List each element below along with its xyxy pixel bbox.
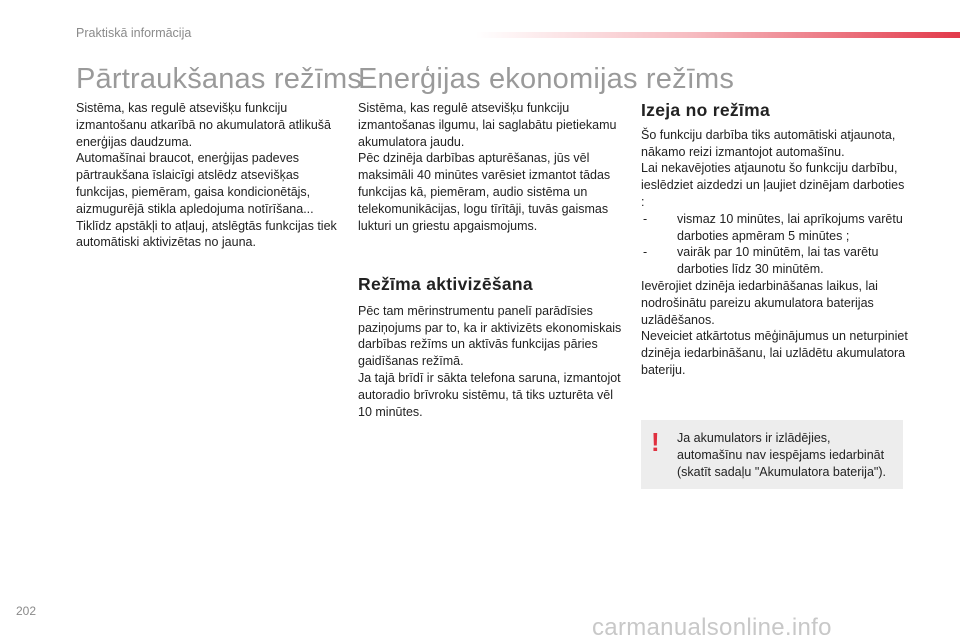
header-accent-bar xyxy=(476,32,960,38)
right-title: Enerģijas ekonomijas režīms xyxy=(358,63,735,95)
paragraph: Sistēma, kas regulē atsevišķu funkciju izmantošanu atkarībā no akumulatorā atlikušā enerģijas daudzuma. xyxy=(76,101,332,149)
paragraph: Lai nekavējoties atjaunotu šo funkciju darbību, ieslēdziet aizdedzi un ļaujiet dzinējam darboties : xyxy=(641,161,905,209)
activation-section xyxy=(358,276,626,420)
watermark: carmanualsonline.info xyxy=(592,614,832,641)
left-title: Pārtraukšanas režīms xyxy=(76,63,363,95)
paragraph: Pēc tam mērinstrumentu panelī parādīsies paziņojums par to, ka ir aktivizēts ekonomiskais darbības režīms un aktīvās funkcijas pāries gaidīšanas režīmā. xyxy=(358,303,622,369)
page-number: 202 xyxy=(16,604,37,618)
left-column xyxy=(76,100,346,251)
middle-column xyxy=(358,100,626,234)
exclamation-icon: ! xyxy=(651,427,660,457)
paragraph: Šo funkciju darbība tiks automātiski atjaunota, nākamo reizi izmantojot automašīnu. xyxy=(641,127,896,159)
paragraph: Pēc dzinēja darbības apturēšanas, jūs vēl maksimāli 40 minūtes varēsiet izmantot tādas funkcijas kā, piemēram, audio sistēma un telekomunikācijas, logu tīrītāji, tuvās gaismas lukturi un griestu apgaismojums. xyxy=(358,151,611,233)
paragraph: Tiklīdz apstākļi to atļauj, atslēgtās funkcijas tiek automātiski aktivizētas no jauna. xyxy=(76,218,337,250)
warning-note-text: Ja akumulators ir izlādējies, automašīnu nav iespējams iedarbināt (skatīt sadaļu "Akumulatora baterija"). xyxy=(677,431,886,479)
paragraph: Ievērojiet dzinēja iedarbināšanas laikus, lai nodrošinātu pareizu akumulatora baterijas uzlādēšanos. xyxy=(641,278,878,327)
list-item: - vairāk par 10 minūtēm, lai tas varētu darboties līdz 30 minūtēm. xyxy=(641,244,909,278)
paragraph: Ja tajā brīdī ir sākta telefona saruna, izmantojot autoradio brīvroku sistēmu, tā tiks uzturēta vēl 10 minūtes. xyxy=(358,370,621,419)
warning-note xyxy=(641,420,903,489)
exit-section xyxy=(641,100,909,379)
list-item: - vismaz 10 minūtes, lai aprīkojums varētu darboties apmēram 5 minūtes ; xyxy=(641,211,909,245)
duration-list xyxy=(641,211,909,278)
paragraph: Neveiciet atkārtotus mēģinājumus un neturpiniet dzinēja iedarbināšanu, lai uzlādētu akumulatora bateriju. xyxy=(641,329,908,377)
section-label: Praktiskā informācija xyxy=(76,26,192,40)
activation-heading: Režīma aktivizēšana xyxy=(358,274,533,294)
paragraph: Sistēma, kas regulē atsevišķu funkciju izmantošanas ilgumu, lai saglabātu pietiekamu akumulatora jaudu. xyxy=(358,101,617,149)
exit-heading: Izeja no režīma xyxy=(641,100,770,120)
paragraph: Automašīnai braucot, enerģijas padeves pārtraukšana īslaicīgi atslēdz atsevišķas funkcijas, piemēram, gaisa kondicionētājs, aizmugurējā stikla apledojuma notīrīšana... xyxy=(76,151,314,216)
